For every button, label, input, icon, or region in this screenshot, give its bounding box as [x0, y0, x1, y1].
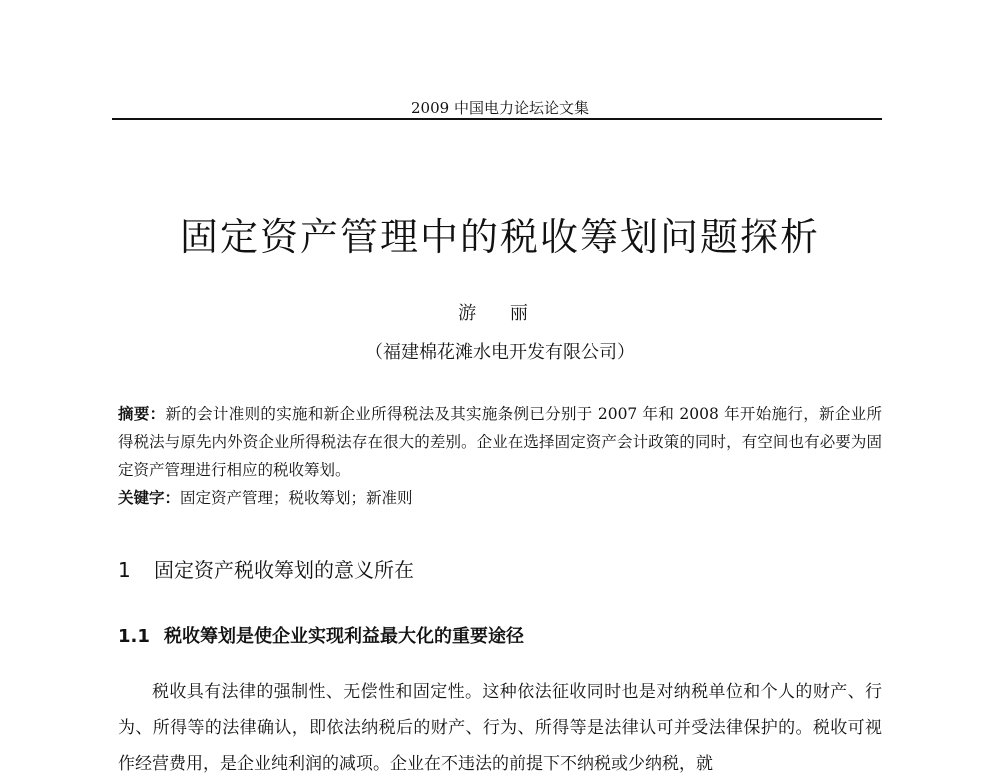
abstract: [118, 400, 882, 484]
paper-title: 固定资产管理中的税收筹划问题探析: [179, 215, 820, 259]
abstract-label: 摘要：: [118, 404, 166, 423]
section-heading: [118, 554, 414, 583]
header-rule: [112, 118, 882, 120]
section-number: 1: [118, 558, 131, 582]
keywords: [118, 484, 882, 512]
subsection-title: 税收筹划是使企业实现利益最大化的重要途径: [164, 626, 524, 647]
subsection-number: 1.1: [118, 626, 150, 647]
section-title: 固定资产税收筹划的意义所在: [154, 558, 414, 582]
abstract-text: 新的会计准则的实施和新企业所得税法及其实施条例已分别于 2007 年和 2008 年开始施行，新企业所得税法与原先内外资企业所得税法存在很大的差别。企业在选择固定资产会计政策的同时，有空间也有必要为固定资产管理进行相应的税收筹划。: [118, 405, 882, 479]
keywords-label: 关键字：: [118, 488, 181, 507]
running-header: 2009 中国电力论坛论文集: [411, 99, 589, 117]
author-affiliation: （福建棉花滩水电开发有限公司）: [365, 342, 635, 363]
author-name: 游 丽: [458, 303, 542, 324]
keywords-text: 固定资产管理；税收筹划；新准则: [180, 489, 413, 507]
subsection-heading: [118, 622, 524, 648]
body-paragraph: 税收具有法律的强制性、无偿性和固定性。这种依法征收同时也是对纳税单位和个人的财产、行为、所得等的法律确认，即依法纳税后的财产、行为、所得等是法律认可并受法律保护的。税收可视作经营费用，是企业纯利润的减项。企业在不违法的前提下不纳税或少纳税，就: [118, 682, 882, 774]
